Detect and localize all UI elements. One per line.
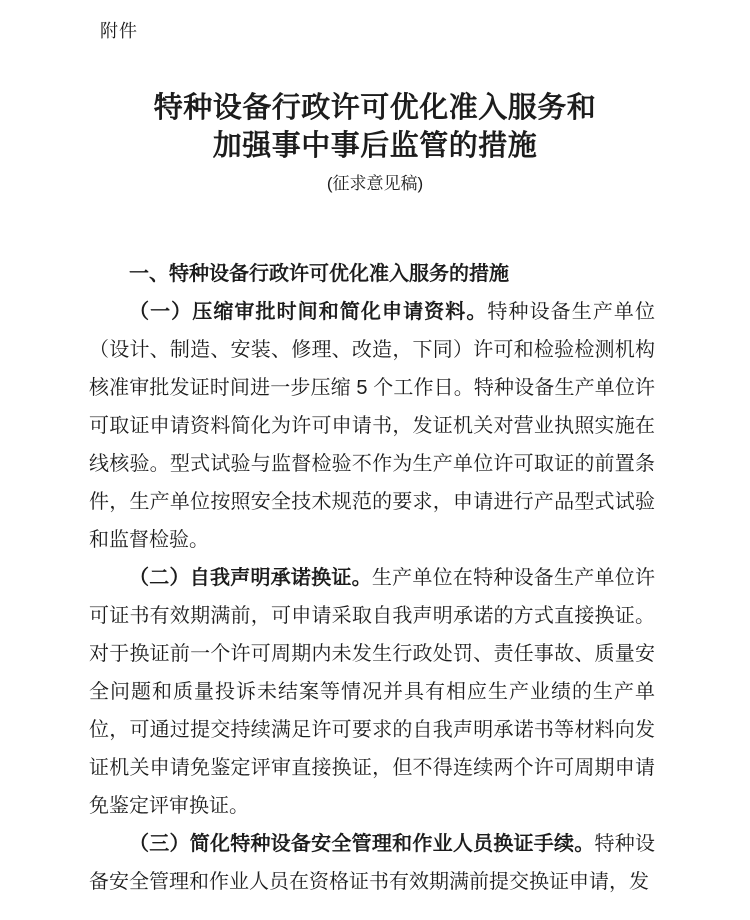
document-title [0,89,750,165]
paragraph-2-text: 生产单位在特种设备生产单位许可证书有效期满前，可申请采取自我声明承诺的方式直接换证。对于换证前一个许可周期内未发生行政处罚、责任事故、质量安全问题和质量投诉未结案等情况并具有相应生产业绩的生产单位，可通过提交持续满足许可要求的自我声明承诺书等材料向发证机关申请免鉴定评审直接换证，但不得连续两个许可周期申请免鉴定评审换证。 [89,567,656,817]
paragraph-2 [89,559,655,825]
section-heading: 一、特种设备行政许可优化准入服务的措施 [129,263,509,285]
attachment-label: 附件 [100,21,138,41]
paragraph-3-lead: （三）简化特种设备安全管理和作业人员换证手续。 [129,833,595,855]
paragraph-2-lead: （二）自我声明承诺换证。 [129,567,372,589]
document-title-line1: 特种设备行政许可优化准入服务和 [153,92,597,124]
paragraph-3-text: 特种设备安全管理和作业人员在资格证书有效期满前提交换证申请，发 [89,833,656,893]
paragraph-1 [89,293,655,559]
document-title-line2: 加强事中事后监管的措施 [212,130,538,162]
document-body [89,255,655,901]
paragraph-1-lead: （一）压缩审批时间和简化申请资料。 [129,301,488,323]
paragraph-3 [89,825,655,901]
document-subtitle: (征求意见稿) [326,174,424,193]
paragraph-1-text: 特种设备生产单位（设计、制造、安装、修理、改造，下同）许可和检验检测机构核准审批发证时间进一步压缩 5 个工作日。特种设备生产单位许可取证申请资料简化为许可申请书，发证机关对营业执照实施在线核验。型式试验与监督检验不作为生产单位许可取证的前置条件，生产单位按照安全技术规范的要求，申请进行产品型式试验和监督检验。 [89,301,656,551]
